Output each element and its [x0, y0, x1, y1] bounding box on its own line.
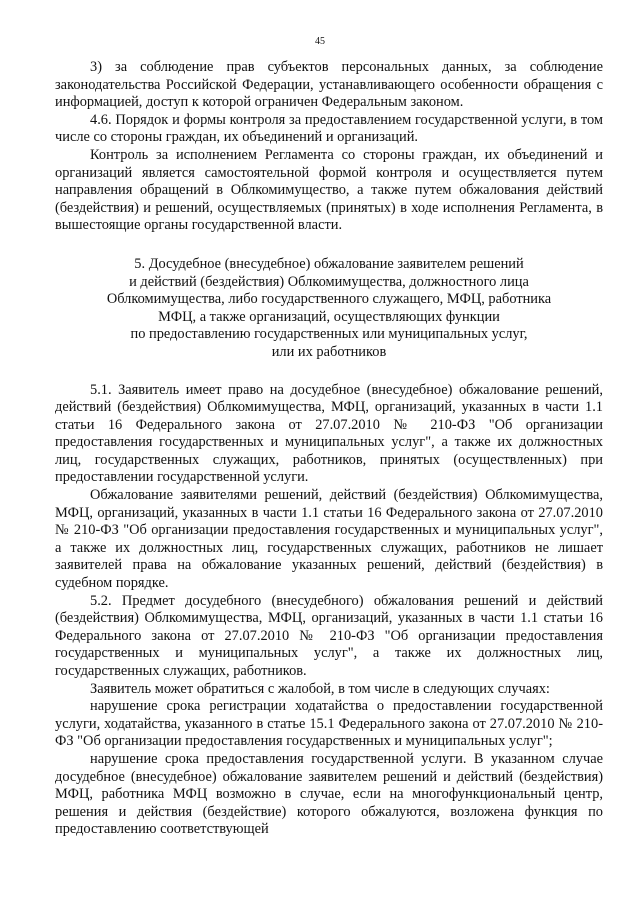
paragraph-control-by-citizens: Контроль за исполнением Регламента со стороны граждан, их объединений и организаций является самостоятельной формой контроля и осуществляется путем направления обращений в Облкомимущество, а также путем обжалования действий (бездействия) и решений, осуществляемых (принятых) в ходе исполнения Регламента, в вышестоящие органы государственной власти.: [55, 146, 603, 234]
document-body: [55, 59, 603, 839]
paragraph-5-1-right-to-appeal: 5.1. Заявитель имеет право на досудебное (внесудебное) обжалование решений, действий (бездействия) Облкомимущества, МФЦ, организаций, указанных в части 1.1 статьи 16 Федерального закона от 27.07.2010 № 210-ФЗ "Об организации предоставления государственных и муниципальных услуг", а также их должностных лиц, государственных служащих, работников, принятых (осуществленных) при предоставлении государственной услуги.: [55, 381, 603, 486]
section-heading-line: или их работников: [271, 343, 387, 360]
paragraph-appeal-court: Обжалование заявителями решений, действий (бездействия) Облкомимущества, МФЦ, организаций, указанных в части 1.1 статьи 16 Федерального закона от 27.07.2010 № 210-ФЗ "Об организации предоставления государственных и муниципальных услуг", а также их должностных лиц, государственных служащих, работников не лишает заявителей права на обжалование указанных решений, действий (бездействия) в судебном порядке.: [55, 487, 603, 592]
section-heading-line: Облкомимущества, либо государственного служащего, МФЦ, работника: [106, 291, 552, 308]
paragraph-5-2-subject: 5.2. Предмет досудебного (внесудебного) обжалования решений и действий (бездействия) Облкомимущества, МФЦ, организаций, указанных в части 1.1 статьи 16 Федерального закона от 27.07.2010 № 210-ФЗ "Об организации предоставления государственных и муниципальных услуг", а также их должностных лиц, государственных служащих, работников.: [55, 592, 603, 679]
paragraph-deadline-violation: нарушение срока предоставления государственной услуги. В указанном случае досудебное (внесудебное) обжалование заявителем решений и действий (бездействия) МФЦ, работника МФЦ возможно в случае, если на многофункциональный центр, решения и действия (бездействие) которого обжалуются, возложена функция по предоставлению соответствующей: [55, 750, 603, 838]
section-heading-line: и действий (бездействия) Облкомимущества, должностного лица: [129, 273, 529, 290]
paragraph-registration-violation: нарушение срока регистрации ходатайства о предоставлении государственной услуги, ходатайства, указанного в статье 15.1 Федерального закона от 27.07.2010 № 210-ФЗ "Об организации предоставления государственных и муниципальных услуг";: [55, 698, 603, 750]
page-number: 45: [315, 36, 325, 47]
paragraph-4-6-control-forms: 4.6. Порядок и формы контроля за предоставлением государственной услуги, в том числе со стороны граждан, их объединений и организаций.: [55, 111, 603, 146]
paragraph-complaint-cases: Заявитель может обратиться с жалобой, в том числе в следующих случаях:: [90, 680, 550, 697]
paragraph-3-personal-data: 3) за соблюдение прав субъектов персональных данных, за соблюдение законодательства Российской Федерации, устанавливающего особенности обращения с информацией, доступ к которой ограничен Федеральным законом.: [55, 59, 603, 111]
section-heading-line: по предоставлению государственных или муниципальных услуг,: [130, 326, 528, 343]
section-heading-line: МФЦ, а также организаций, осуществляющих функции: [158, 308, 500, 325]
section-heading-line: 5. Досудебное (внесудебное) обжалование заявителем решений: [134, 255, 524, 272]
section-5-heading: [55, 256, 603, 362]
